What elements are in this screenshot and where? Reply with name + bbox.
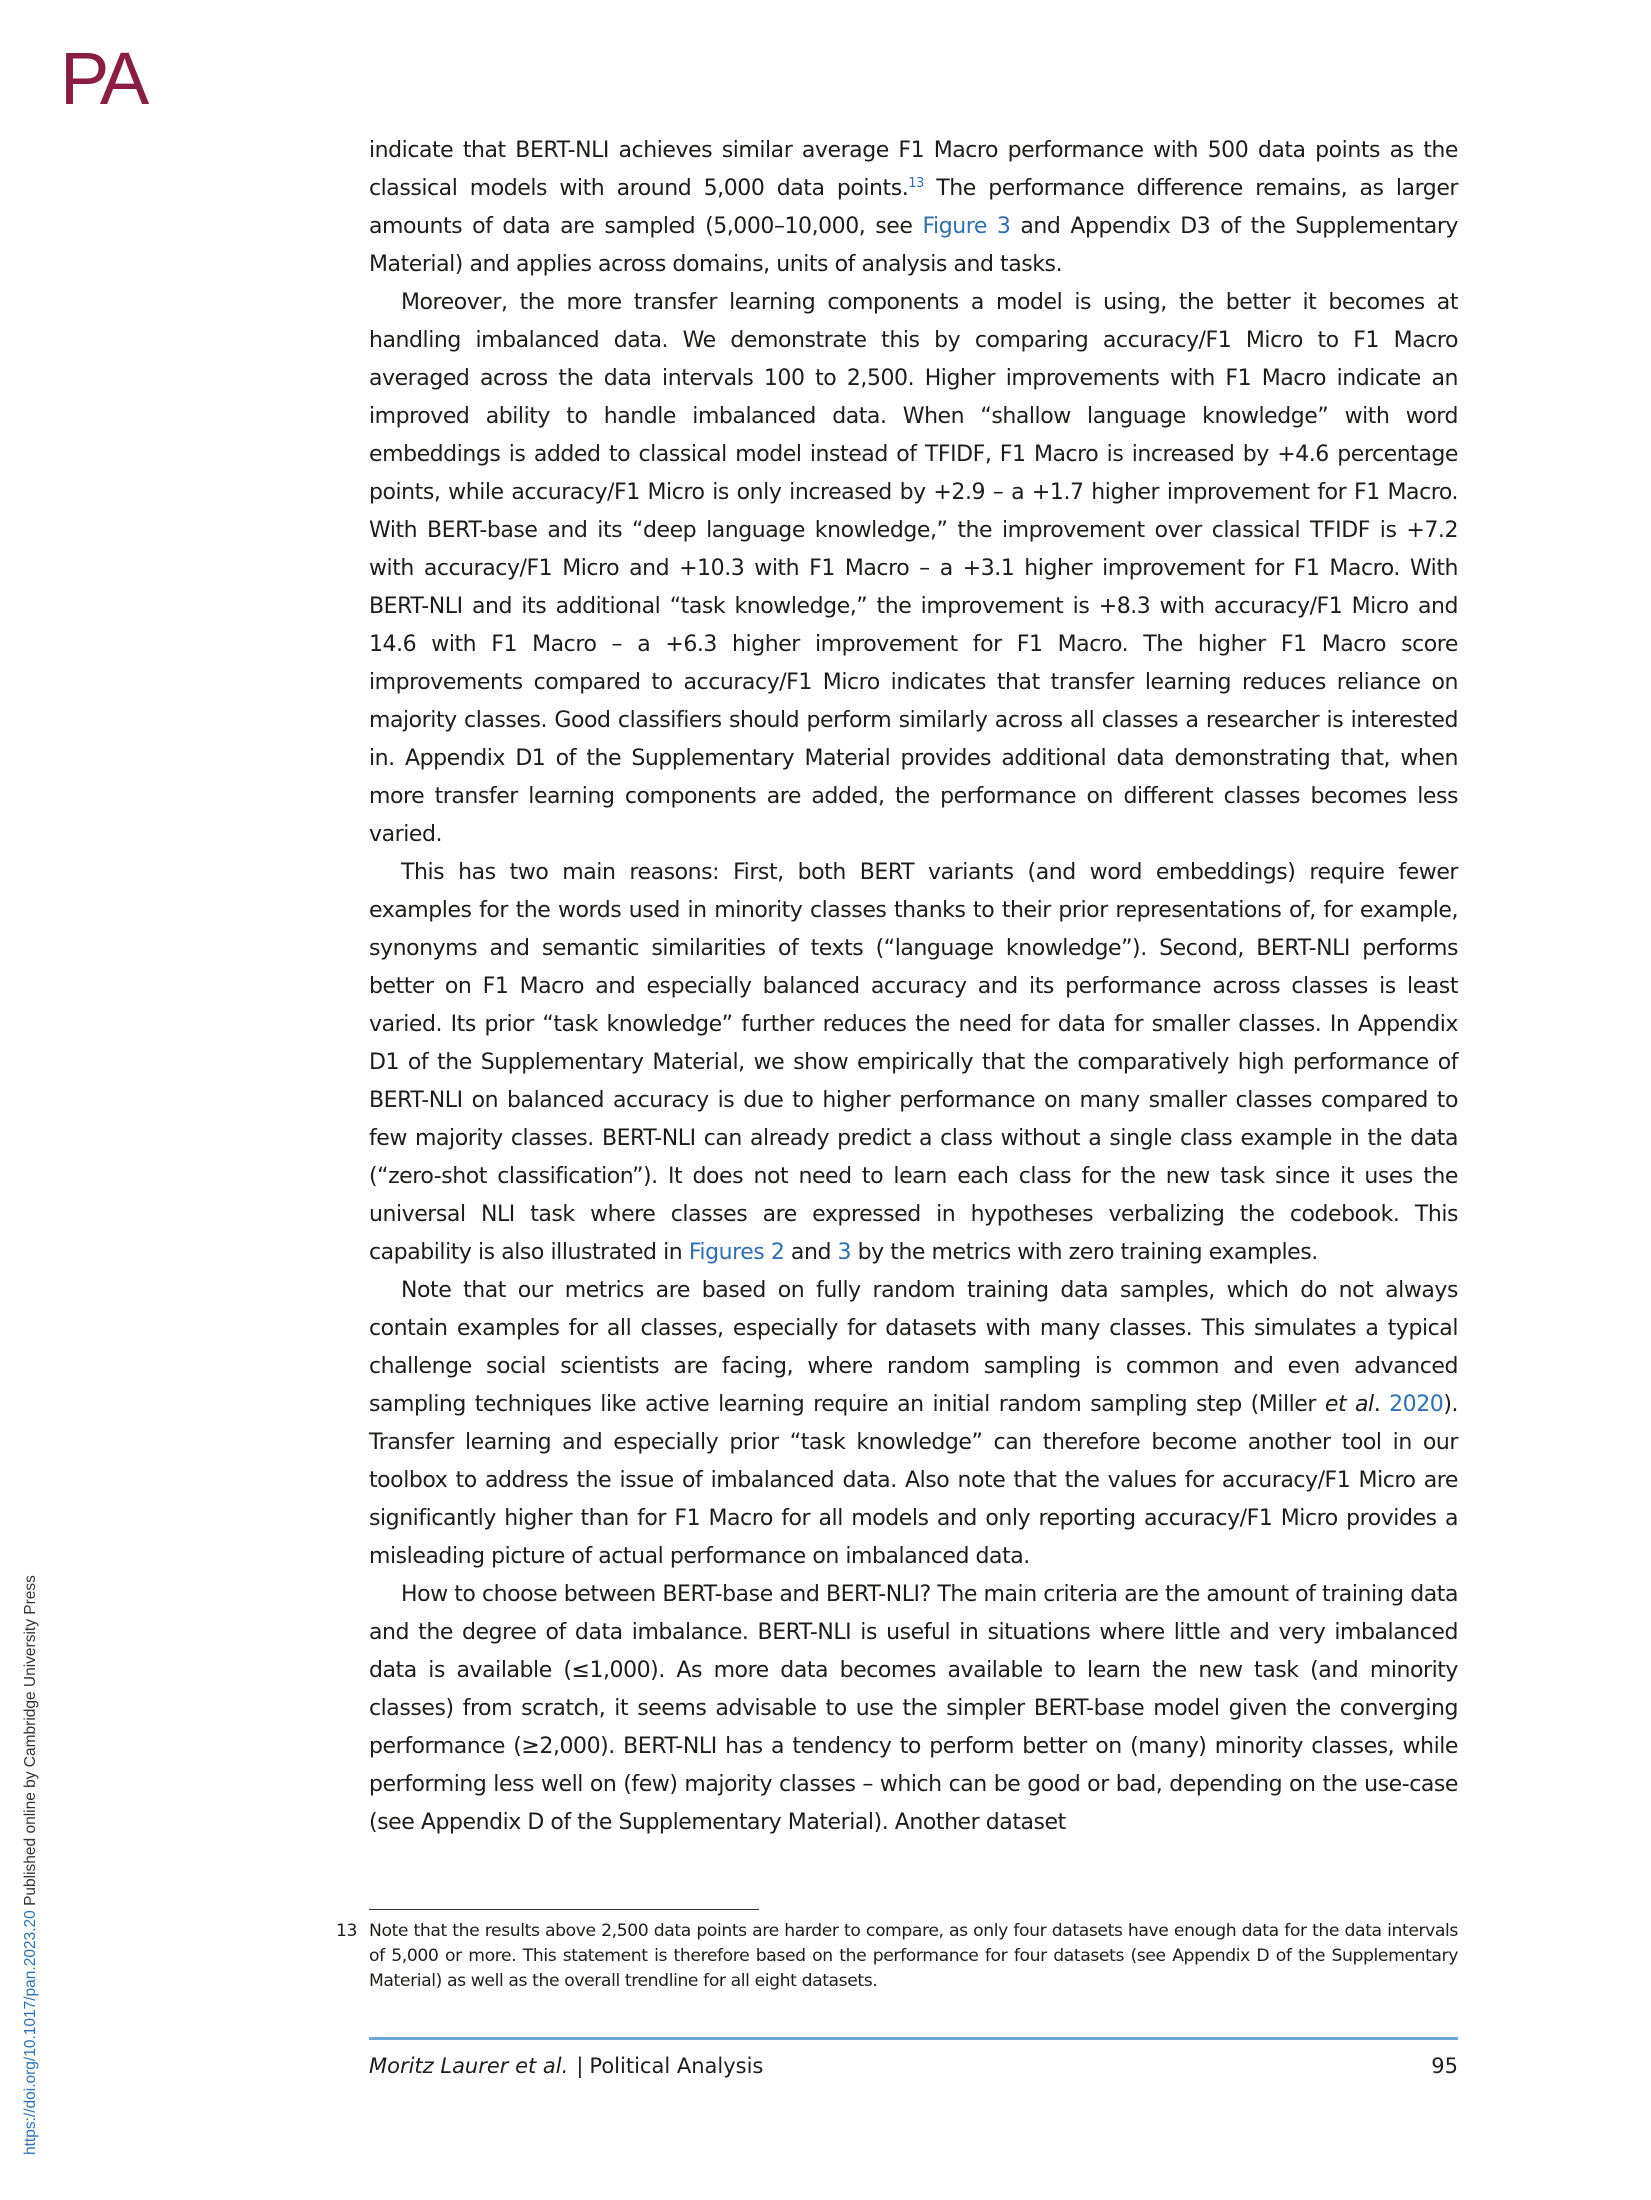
paragraph-2: Moreover, the more transfer learning components a model is using, the better it becomes at handling imbalanced data. We demonstrate this by comparing accuracy/F1 Micro to F1 Macro averaged across the data intervals 100 to 2,500. Higher improvements with F1 Macro indicate an improved ability to handle imbalanced data. When “shallow language knowledge” with word embeddings is added to classical model instead of TFIDF, F1 Macro is increased by +4.6 percentage points, while accuracy/F1 Micro is only increased by +2.9 – a +1.7 higher improvement for F1 Macro. With BERT-base and its “deep language knowledge,” the improvement over classical TFIDF is +7.2 with accuracy/F1 Micro and +10.3 with F1 Macro – a +3.1 higher improvement for F1 Macro. With BERT-NLI and its additional “task knowledge,” the improvement is +8.3 with accuracy/F1 Micro and 14.6 with F1 Macro – a +6.3 higher improvement for F1 Macro. The higher F1 Macro score improvements compared to accuracy/F1 Micro indicates that transfer learning reduces reliance on majority classes. Good classifiers should perform similarly across all classes a researcher is interested in. Appendix D1 of the Supplementary Material provides additional data demonstrating that, when more transfer learning components are added, the performance on different classes becomes less varied. (369, 290, 1458, 847)
paragraph-3-text-b: by the metrics with zero training examples. (851, 1240, 1318, 1265)
paragraph-3 (369, 854, 1458, 1272)
figure-3-link[interactable]: Figure 3 (922, 214, 1011, 239)
footer-journal: Political Analysis (589, 2054, 764, 2078)
paragraph-5: How to choose between BERT-base and BERT-NLI? The main criteria are the amount of training data and the degree of data imbalance. BERT-NLI is useful in situations where little and very imbalanced data is available (≤1,000). As more data becomes available to learn the new task (and minority classes) from scratch, it seems advisable to use the simpler BERT-base model given the converging performance (≥2,000). BERT-NLI has a tendency to perform better on (many) minority classes, while performing less well on (few) majority classes – which can be good or bad, depending on the use-case (see Appendix D of the Supplementary Material). Another dataset (369, 1582, 1458, 1835)
paragraph-1-text-c: and Appendix D3 of the Supplementary Material) and applies across domains, units of analysis and tasks. (369, 214, 1458, 277)
footnote-text: Note that the results above 2,500 data points are harder to compare, as only four datasets have enough data for the data intervals of 5,000 or more. This statement is therefore based on the performance for four datasets (see Appendix D of the Supplementary Material) as well as the overall trendline for all eight datasets. (369, 1921, 1458, 1991)
paragraph-4-text-a: Note that our metrics are based on fully random training data samples, which do not always contain examples for all classes, especially for datasets with many classes. This simulates a typical challenge social scientists are facing, where random sampling is common and even advanced sampling techniques like active learning require an initial random sampling step (Miller (369, 1278, 1458, 1417)
page-number: 95 (1431, 2054, 1458, 2078)
footer-rule (369, 2037, 1458, 2040)
doi-link[interactable]: https://doi.org/10.1017/pan.2023.20 (22, 1910, 39, 2155)
published-note: Published online by Cambridge University Press (22, 1575, 39, 1911)
footer-authors: Moritz Laurer et al. (369, 2054, 569, 2078)
sidebar-citation (20, 1490, 42, 2155)
footnote-ref-13[interactable]: 13 (908, 176, 924, 191)
running-footer (369, 2051, 1458, 2081)
article-body (369, 132, 1458, 1842)
figure-3-link-2[interactable]: 3 (837, 1240, 852, 1265)
paragraph-4-text-b: ). Transfer learning and especially prior “task knowledge” can therefore become another tool in our toolbox to address the issue of imbalanced data. Also note that the values for accuracy/F1 Micro are significantly higher than for F1 Macro for all models and only reporting accuracy/F1 Micro provides a misleading picture of actual performance on imbalanced data. (369, 1392, 1459, 1569)
paragraph-1-text-a: indicate that BERT-NLI achieves similar average F1 Macro performance with 500 data points as the classical models with around 5,000 data points. (369, 138, 1458, 201)
footnote-13 (336, 1919, 1458, 1994)
journal-logo: PA (60, 37, 146, 120)
figures-2-link[interactable]: Figures 2 (688, 1240, 785, 1265)
footer-separator: | (576, 2054, 584, 2078)
paragraph-4 (369, 1272, 1458, 1576)
paragraph-3-text-mid: and (784, 1240, 838, 1265)
et-al: et al (1324, 1392, 1374, 1417)
paragraph-1 (369, 132, 1458, 284)
paragraph-3-text-a: This has two main reasons: First, both BERT variants (and word embeddings) require fewer examples for the words used in minority classes thanks to their prior representations of, for example, synonyms and semantic similarities of texts (“language knowledge”). Second, BERT-NLI performs better on F1 Macro and especially balanced accuracy and its performance across classes is least varied. Its prior “task knowledge” further reduces the need for data for smaller classes. In Appendix D1 of the Supplementary Material, we show empirically that the comparatively high performance of BERT-NLI on balanced accuracy is due to higher performance on many smaller classes compared to few majority classes. BERT-NLI can already predict a class without a single class example in the data (“zero-shot classification”). It does not need to learn each class for the new task since it uses the universal NLI task where classes are expressed in hypotheses verbalizing the codebook. This capability is also illustrated in (369, 860, 1458, 1265)
footnote-divider (369, 1909, 759, 1910)
citation-dot: . (1373, 1392, 1390, 1417)
footnote-number: 13 (336, 1921, 358, 1941)
miller-2020-citation-link[interactable]: 2020 (1389, 1392, 1444, 1417)
paragraph-1-text-b: The performance difference remains, as larger amounts of data are sampled (5,000–10,000, see (369, 176, 1458, 239)
